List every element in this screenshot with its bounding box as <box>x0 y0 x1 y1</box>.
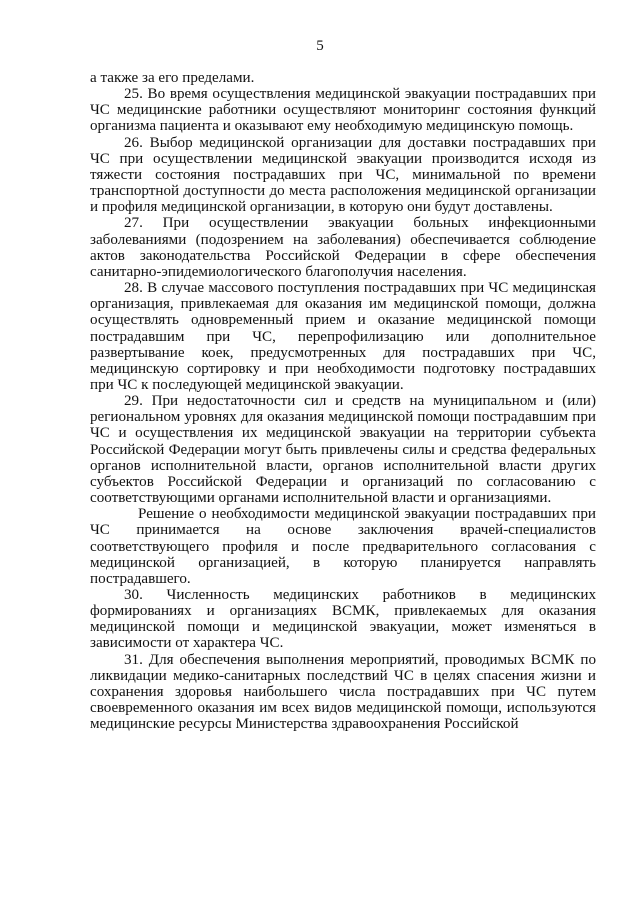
paragraph-26: 26. Выбор медицинской организации для доставки пострадавших при ЧС при осуществлении медицинской эвакуации производится исходя из тяжести состояния пострадавших при ЧС, минимальной по времени транспортной доступности до места расположения медицинской организации и профиля медицинской организации, в которую они будут доставлены. <box>90 134 596 216</box>
paragraph-25: 25. Во время осуществления медицинской эвакуации пострадавших при ЧС медицинские работники осуществляют мониторинг состояния функций организма пациента и оказывают ему необходимую медицинскую помощь. <box>90 86 596 135</box>
paragraph-continuation: а также за его пределами. <box>90 70 255 86</box>
paragraph-30: 30. Численность медицинских работников в медицинских формированиях и организациях ВСМК, привлекаемых для оказания медицинской помощи и медицинской эвакуации, может изменяться в зависимости от характера ЧС. <box>90 587 596 652</box>
paragraph-27: 27. При осуществлении эвакуации больных инфекционными заболеваниями (подозрением на заболевания) обеспечивается соблюдение актов законодательства Российской Федерации в сфере обеспечения санитарно-эпидемиологического благополучия населения. <box>90 215 596 280</box>
paragraph-29-decision: Решение о необходимости медицинской эвакуации пострадавших при ЧС принимается на основе заключения врачей-специалистов соответствующего профиля и после предварительного согласования с медицинской организацией, в которую планируется направлять пострадавшего. <box>90 506 596 587</box>
paragraph-29: 29. При недостаточности сил и средств на муниципальном и (или) региональном уровнях для оказания медицинской помощи пострадавшим при ЧС и осуществления их медицинской эвакуации на территории субъекта Российской Федерации могут быть привлечены силы и средства федеральных органов исполнительной власти, органов исполнительной власти других субъектов Российской Федерации и организаций по согласованию с соответствующими органами исполнительной власти и организациями. <box>90 393 596 507</box>
document-body <box>90 70 596 732</box>
paragraph-28: 28. В случае массового поступления пострадавших при ЧС медицинская организация, привлекаемая для оказания им медицинской помощи, должна осуществлять одновременный прием и оказание медицинской помощи пострадавшим при ЧС, перепрофилизацию или дополнительное развертывание коек, предусмотренных для пострадавших при ЧС, медицинскую сортировку и при необходимости подготовку пострадавших при ЧС к последующей медицинской эвакуации. <box>90 280 596 393</box>
paragraph-31: 31. Для обеспечения выполнения мероприятий, проводимых ВСМК по ликвидации медико-санитарных последствий ЧС в целях спасения жизни и сохранения здоровья наибольшего числа пострадавших при ЧС путем своевременного оказания им всех видов медицинской помощи, используются медицинские ресурсы Министерства здравоохранения Российской <box>90 651 596 733</box>
page-number: 5 <box>316 38 324 54</box>
